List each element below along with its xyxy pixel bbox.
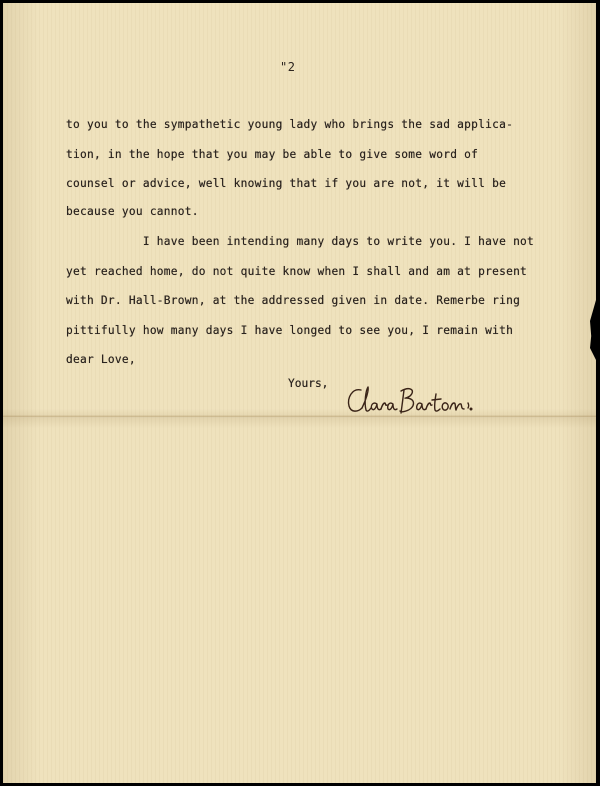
page-number: "2 xyxy=(280,60,296,74)
letter-line: counsel or advice, well knowing that if you are not, it will be xyxy=(66,177,507,190)
paper-fold-crease xyxy=(3,415,596,418)
letter-line: yet reached home, do not quite know when I shall and am at present xyxy=(66,265,528,278)
letter-line: tion, in the hope that you may be able to give some word of xyxy=(66,148,479,161)
letter-line: because you cannot. xyxy=(66,205,199,218)
letter-line: to you to the sympathetic young lady who brings the sad applica- xyxy=(66,118,514,131)
letter-line: pittifully how many days I have longed to see you, I remain with xyxy=(66,324,514,337)
letter-line: I have been intending many days to write you. I have not xyxy=(66,235,535,248)
handwritten-signature xyxy=(344,382,474,422)
letter-line: with Dr. Hall-Brown, at the addressed given in date. Remerbe ring xyxy=(66,294,521,307)
letter-line: dear Love, xyxy=(66,353,136,366)
closing-salutation: Yours, xyxy=(288,377,329,390)
